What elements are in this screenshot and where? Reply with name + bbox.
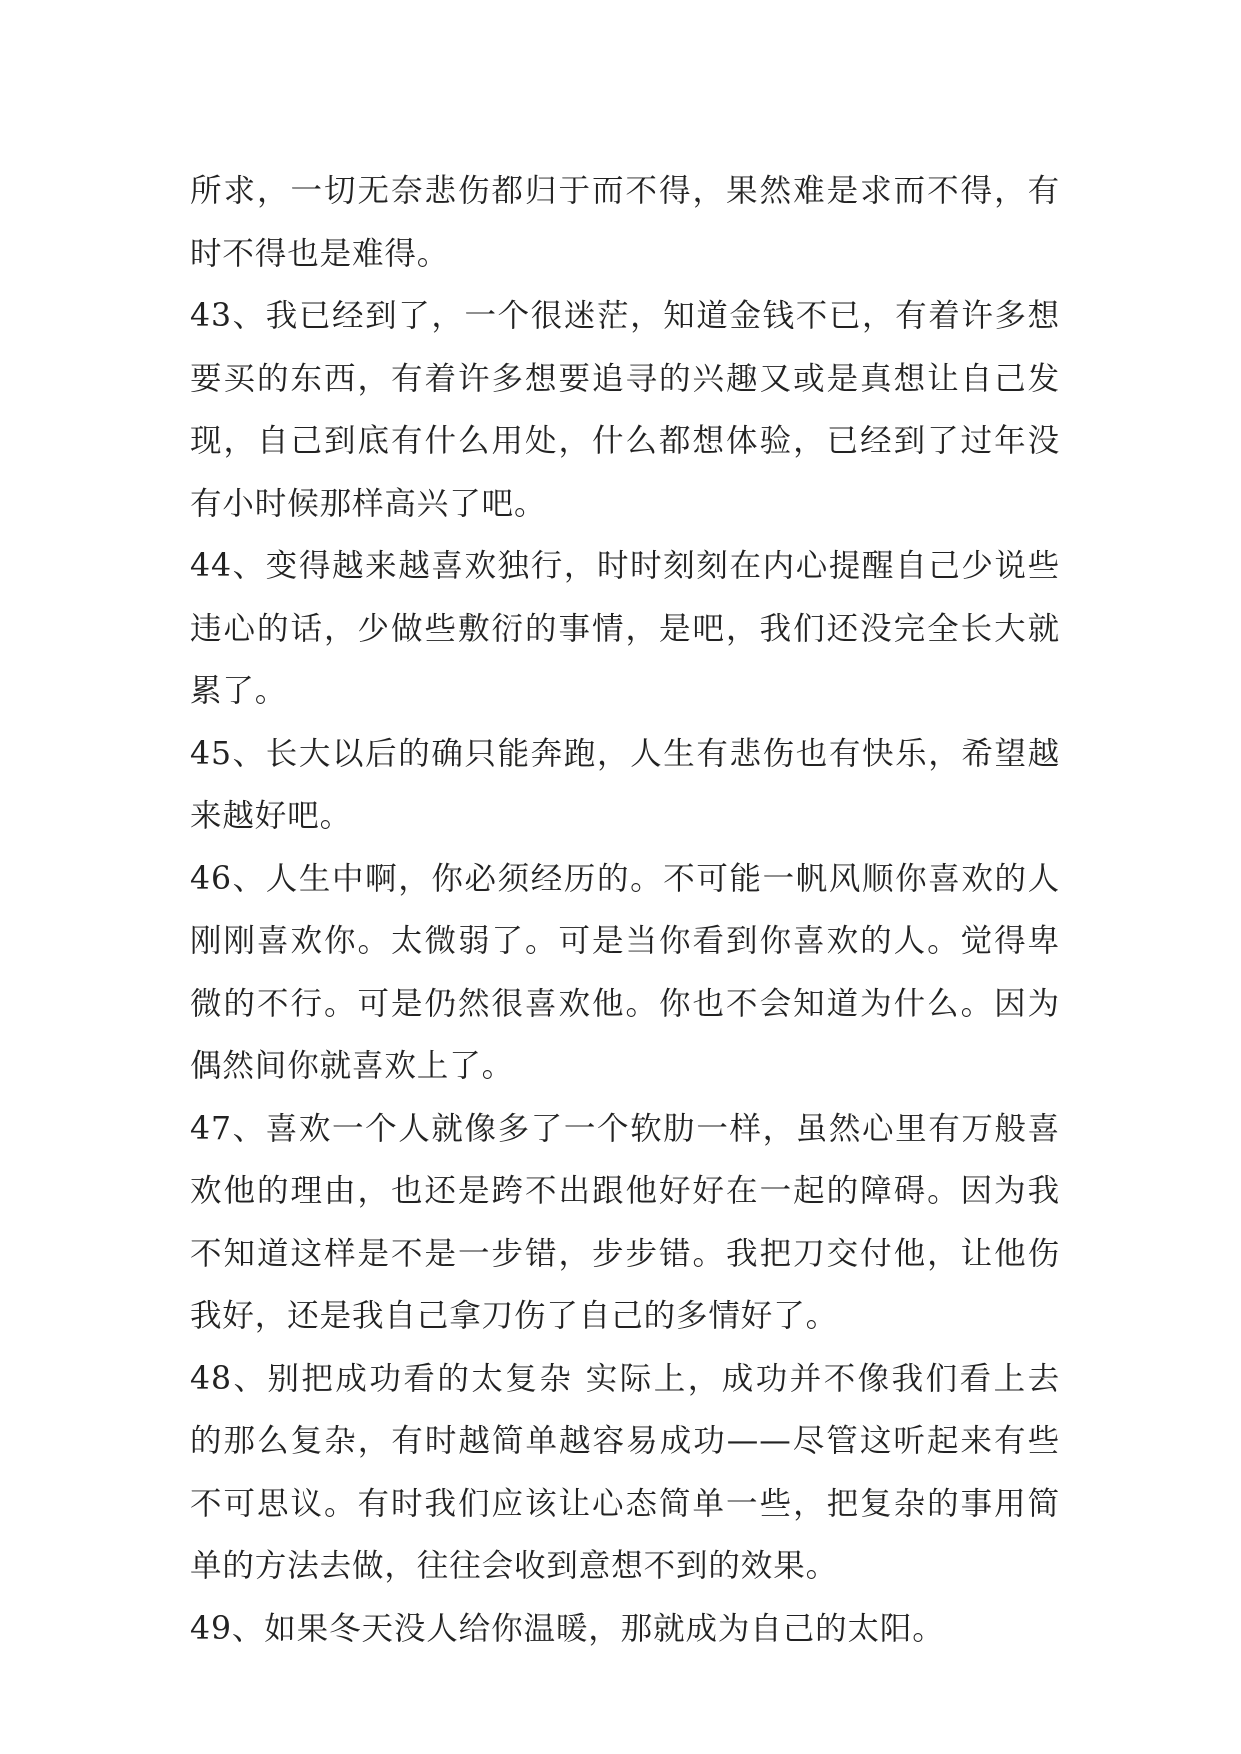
- text-line: 不知道这样是不是一步错，步步错。我把刀交付他，让他伤: [190, 1235, 1060, 1272]
- text-line: 46、人生中啊，你必须经历的。不可能一帆风顺你喜欢的人: [190, 860, 1060, 897]
- text-line: 刚刚喜欢你。太微弱了。可是当你看到你喜欢的人。觉得卑: [190, 923, 1060, 959]
- text-line: 有小时候那样高兴了吧。: [190, 485, 547, 522]
- text-line: 48、别把成功看的太复杂 实际上，成功并不像我们看上去: [190, 1360, 1060, 1397]
- text-line: 微的不行。可是仍然很喜欢他。你也不会知道为什么。因为: [190, 985, 1060, 1022]
- text-line: 不可思议。有时我们应该让心态简单一些，把复杂的事用简: [190, 1485, 1060, 1522]
- text-line: 累了。: [190, 673, 288, 709]
- text-line: 欢他的理由，也还是跨不出跟他好好在一起的障碍。因为我: [190, 1173, 1060, 1209]
- text-line: 我好，还是我自己拿刀伤了自己的多情好了。: [190, 1298, 839, 1334]
- text-line: 所求，一切无奈悲伤都归于而不得，果然难是求而不得，有: [190, 173, 1060, 209]
- text-line: 违心的话，少做些敷衍的事情，是吧，我们还没完全长大就: [190, 610, 1060, 647]
- text-line: 44、变得越来越喜欢独行，时时刻刻在内心提醒自己少说些: [190, 548, 1060, 584]
- text-line: 偶然间你就喜欢上了。: [190, 1048, 515, 1084]
- text-line: 要买的东西，有着许多想要追寻的兴趣又或是真想让自己发: [190, 360, 1060, 397]
- text-line: 时不得也是难得。: [190, 235, 450, 272]
- text-line: 的那么复杂，有时越简单越容易成功——尽管这听起来有些: [190, 1423, 1060, 1459]
- text-line: 49、如果冬天没人给你温暖，那就成为自己的太阳。: [190, 1610, 945, 1647]
- text-line: 45、长大以后的确只能奔跑，人生有悲伤也有快乐，希望越: [190, 735, 1060, 772]
- text-line: 43、我已经到了，一个很迷茫，知道金钱不已，有着许多想: [190, 298, 1060, 334]
- text-line: 现，自己到底有什么用处，什么都想体验，已经到了过年没: [190, 423, 1060, 459]
- text-line: 来越好吧。: [190, 798, 353, 834]
- document-body: [190, 160, 1060, 1660]
- text-line: 单的方法去做，往往会收到意想不到的效果。: [190, 1548, 839, 1584]
- text-line: 47、喜欢一个人就像多了一个软肋一样，虽然心里有万般喜: [190, 1110, 1060, 1147]
